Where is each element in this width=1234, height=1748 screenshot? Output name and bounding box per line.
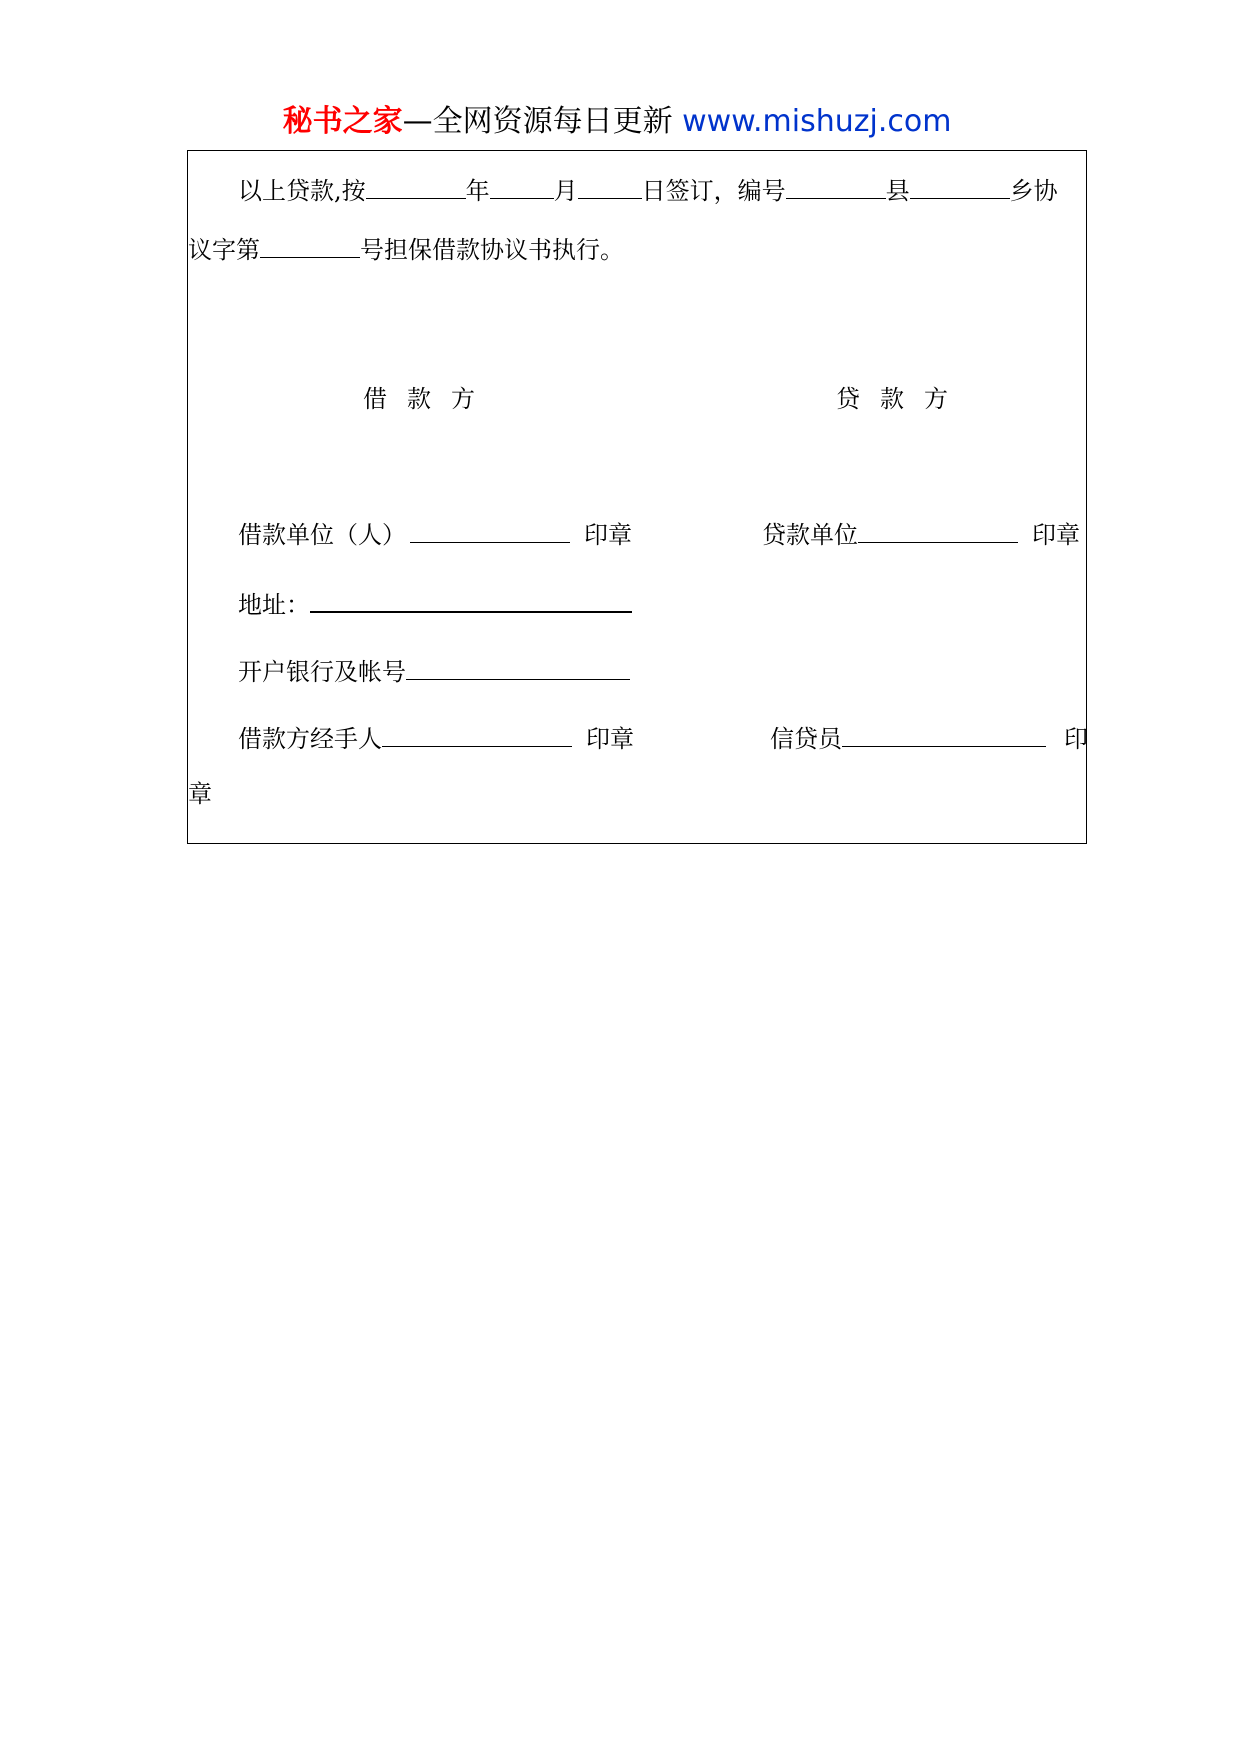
lender-unit-label: 贷款单位 bbox=[762, 521, 858, 549]
credit-officer-label: 信贷员 bbox=[770, 725, 842, 753]
borrower-agent-field[interactable] bbox=[382, 724, 572, 747]
borrower-unit-label: 借款单位（人） bbox=[238, 521, 406, 549]
agreement-number-field[interactable] bbox=[260, 235, 360, 258]
credit-officer-row bbox=[770, 724, 1046, 754]
agreement-tail: 号担保借款协议书执行。 bbox=[360, 236, 624, 264]
site-url-link[interactable]: www.mishuzj.com bbox=[682, 104, 952, 139]
address-label: 地址： bbox=[238, 591, 310, 619]
borrower-seal-label: 印章 bbox=[584, 521, 632, 549]
credit-officer-seal-part1: 印 bbox=[1064, 725, 1088, 753]
bank-account-field[interactable] bbox=[406, 657, 630, 680]
borrower-agent-label: 借款方经手人 bbox=[238, 725, 382, 753]
lender-unit-field[interactable] bbox=[858, 520, 1018, 543]
borrower-unit-row bbox=[238, 520, 632, 550]
year-label: 年 bbox=[465, 177, 490, 205]
credit-officer-field[interactable] bbox=[842, 724, 1046, 747]
borrower-agent-row bbox=[238, 724, 634, 754]
agreement-prefix: 议字第 bbox=[188, 236, 260, 264]
brand-name: 秘书之家 bbox=[282, 104, 403, 139]
clause-line-1 bbox=[238, 176, 1058, 206]
county-label: 县 bbox=[885, 177, 910, 205]
lender-seal-label: 印章 bbox=[1032, 521, 1080, 549]
bank-account-label: 开户银行及帐号 bbox=[238, 658, 406, 686]
month-label: 月 bbox=[553, 177, 578, 205]
page-header bbox=[0, 102, 1234, 142]
credit-officer-seal-part2: 章 bbox=[188, 780, 212, 808]
borrower-unit-field[interactable] bbox=[410, 520, 570, 543]
borrower-heading: 借款方 bbox=[363, 385, 495, 413]
day-signed-label: 日签订，编号 bbox=[641, 177, 786, 205]
sign-month-field[interactable] bbox=[490, 176, 554, 199]
sign-year-field[interactable] bbox=[366, 176, 466, 199]
bank-account-row bbox=[238, 657, 630, 687]
clause-line-2 bbox=[188, 235, 624, 265]
serial-number-field[interactable] bbox=[786, 176, 886, 199]
document-frame bbox=[187, 150, 1087, 844]
lender-heading: 贷款方 bbox=[836, 385, 968, 413]
county-name-field[interactable] bbox=[910, 176, 1010, 199]
sign-day-field[interactable] bbox=[578, 176, 642, 199]
header-tagline: —全网资源每日更新 bbox=[402, 104, 673, 139]
address-row bbox=[238, 589, 632, 620]
lender-unit-row bbox=[762, 520, 1080, 550]
address-field[interactable] bbox=[310, 589, 632, 613]
clause-lead: 以上贷款,按 bbox=[238, 177, 366, 205]
borrower-agent-seal-label: 印章 bbox=[586, 725, 634, 753]
township-agreement-label: 乡协 bbox=[1009, 177, 1058, 205]
